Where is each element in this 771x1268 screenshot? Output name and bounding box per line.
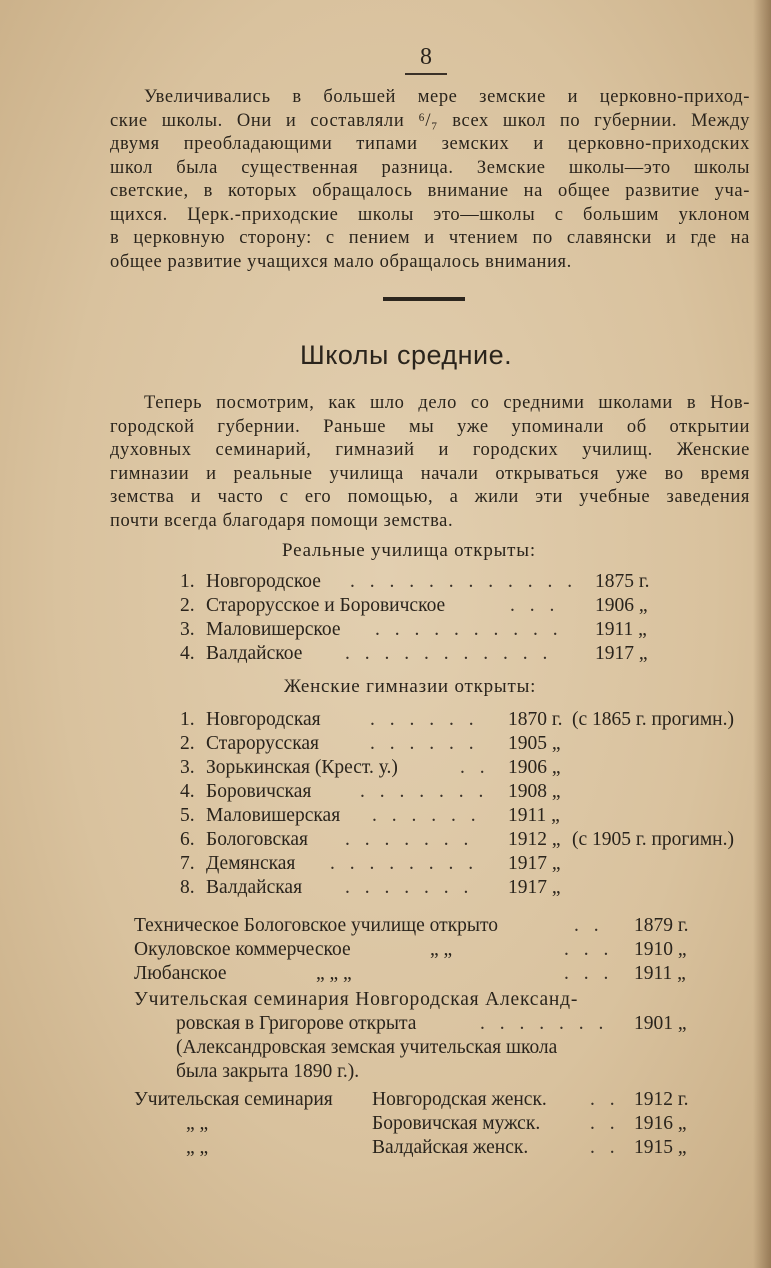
item-year: 1875 г. — [595, 571, 650, 592]
item-year: 1912 г. — [634, 1089, 689, 1110]
item-name: Бологовская — [206, 829, 308, 850]
item-leader: . . . . . . . — [345, 829, 474, 850]
item-year: 1879 г. — [634, 915, 689, 936]
item-leader: . . — [590, 1137, 620, 1158]
item-year: 1905 „ — [508, 733, 561, 754]
seminary-line — [134, 1060, 734, 1084]
text-line: общее развитие учащихся мало обращалось внимания. — [110, 251, 572, 272]
item-year: 1917 „ — [595, 643, 648, 664]
item-number: 8. — [180, 877, 195, 898]
item-number: 5. — [180, 805, 195, 826]
item-year: 1908 „ — [508, 781, 561, 802]
item-prefix: „ „ — [186, 1137, 209, 1158]
item-leader: . . . . . . . — [480, 1013, 609, 1034]
item-number: 3. — [180, 619, 195, 640]
text-line: земства и часто с его помощью, а жили эти учебные заведения — [110, 487, 750, 507]
item-leader: . . . — [510, 595, 560, 616]
page-number-underline — [405, 73, 447, 75]
female-gymnasiums-title: Женские гимназии открыты: — [284, 676, 537, 697]
list-item — [180, 642, 680, 666]
item-name: Старорусское и Боровичское — [206, 595, 446, 616]
item-prefix: „ „ — [186, 1113, 209, 1134]
item-text: была закрыта 1890 г.). — [176, 1061, 360, 1082]
item-name: Валдайская женск. — [372, 1137, 529, 1158]
list-item — [180, 804, 755, 828]
text-line: городской губернии. Раньше мы уже упоминали об открытии — [110, 416, 750, 437]
text-line: ские школы. Они и составляли ⁶/₇ всех школ по губернии. Между — [110, 110, 750, 131]
item-name: Старорусская — [206, 733, 320, 754]
item-leader: . . . . . . . — [360, 781, 489, 802]
item-year: 1901 „ — [634, 1013, 687, 1034]
item-text: Учительская семинария Новгородская Александ- — [134, 989, 579, 1010]
text-line: щихся. Церк.-приходские школы это—школы с большим уклоном — [110, 204, 750, 225]
item-year: 1912 „ — [508, 829, 561, 850]
item-leader: . . — [590, 1089, 620, 1110]
section-divider — [383, 297, 465, 301]
item-prefix: Учительская семинария — [134, 1089, 333, 1110]
item-leader: . . . . . . — [372, 805, 481, 826]
text-line: гимназии и реальные училища начали открываться уже во время — [110, 463, 750, 484]
list-item — [180, 780, 755, 804]
item-leader: . . — [590, 1113, 620, 1134]
item-leader: . . . . . . . . . . — [375, 619, 563, 640]
item-year: 1870 г. — [508, 709, 563, 730]
section-title: Школы средние. — [300, 340, 513, 370]
paragraph-primary-schools — [110, 86, 750, 274]
item-number: 1. — [180, 571, 195, 592]
item-number: 1. — [180, 709, 195, 730]
item-leader: . . . . . . . . — [330, 853, 479, 874]
list-item — [180, 618, 680, 642]
text-line: в церковную сторону: с пением и чтением по славянски и где на — [110, 228, 750, 248]
text-line: двумя преобладающими типами земских и церковно-приходских — [110, 134, 750, 154]
text-line: духовных семинарий, гимназий и городских училищ. Женские — [110, 440, 750, 460]
item-leader: . . . . . . . . . . . — [345, 643, 553, 664]
ditto-marks: „ „ — [430, 939, 453, 960]
list-item — [134, 1136, 734, 1160]
list-item — [180, 708, 755, 732]
text-line: школ была существенная разница. Земские школы—это школы — [110, 157, 750, 178]
real-schools-title: Реальные училища открыты: — [282, 540, 536, 561]
item-number: 7. — [180, 853, 195, 874]
text-line: Теперь посмотрим, как шло дело со средними школами в Нов- — [144, 393, 750, 413]
item-name: Валдайская — [206, 877, 303, 898]
item-number: 4. — [180, 781, 195, 802]
ditto-marks: „ „ „ — [316, 963, 352, 984]
item-name: Демянская — [206, 853, 296, 874]
list-item — [180, 594, 680, 618]
list-item — [180, 828, 755, 852]
item-year: 1910 „ — [634, 939, 687, 960]
list-item — [180, 852, 755, 876]
item-leader: . . — [460, 757, 490, 778]
list-item — [180, 876, 755, 900]
text-line: Увеличивались в большей мере земские и церковно-приход- — [144, 87, 750, 107]
page-edge-shadow — [753, 0, 771, 1268]
item-year: 1911 „ — [634, 963, 686, 984]
item-leader: . . . . . . — [370, 733, 479, 754]
list-item — [134, 914, 734, 938]
seminary-line — [134, 1036, 734, 1060]
item-year: 1911 „ — [508, 805, 560, 826]
item-number: 6. — [180, 829, 195, 850]
item-note: (с 1865 г. прогимн.) — [572, 709, 734, 730]
item-name: Маловишерская — [206, 805, 341, 826]
item-leader: . . . — [564, 963, 614, 984]
item-name: Окуловское коммерческое — [134, 939, 351, 960]
item-year: 1917 „ — [508, 877, 561, 898]
item-leader: . . . . . . — [370, 709, 479, 730]
list-item — [134, 962, 734, 986]
item-leader: . . — [574, 915, 604, 936]
item-name: Боровичская — [206, 781, 312, 802]
list-item — [134, 1088, 734, 1112]
item-name: ровская в Григорове открыта — [176, 1013, 417, 1034]
list-item — [134, 1112, 734, 1136]
item-number: 2. — [180, 595, 195, 616]
item-year: 1906 „ — [595, 595, 648, 616]
list-item — [134, 938, 734, 962]
list-item — [180, 570, 680, 594]
text-line: почти всегда благодаря помощи земства. — [110, 510, 454, 531]
item-number: 3. — [180, 757, 195, 778]
item-year: 1911 „ — [595, 619, 647, 640]
item-number: 4. — [180, 643, 195, 664]
seminary-line — [134, 988, 734, 1012]
list-item — [180, 732, 755, 756]
item-text: (Александровская земская учительская школа — [176, 1037, 558, 1058]
item-name: Маловишерское — [206, 619, 341, 640]
item-name: Зорькинская (Крест. у.) — [206, 757, 398, 778]
item-name: Новгородская — [206, 709, 321, 730]
item-name: Новгородское — [206, 571, 321, 592]
item-name: Валдайское — [206, 643, 303, 664]
item-name: Новгородская женск. — [372, 1089, 547, 1110]
item-name: Техническое Бологовское училище открыто — [134, 915, 499, 936]
item-leader: . . . . . . . — [345, 877, 474, 898]
paragraph-secondary-schools — [110, 392, 750, 533]
item-year: 1906 „ — [508, 757, 561, 778]
item-year: 1917 „ — [508, 853, 561, 874]
item-number: 2. — [180, 733, 195, 754]
item-name: Любанское — [134, 963, 227, 984]
item-leader: . . . . . . . . . . . . — [350, 571, 578, 592]
item-note: (с 1905 г. прогимн.) — [572, 829, 734, 850]
list-item — [180, 756, 755, 780]
item-leader: . . . — [564, 939, 614, 960]
list-item — [134, 1012, 734, 1036]
page-number: 8 — [420, 44, 432, 70]
item-year: 1916 „ — [634, 1113, 687, 1134]
text-line: светские, в которых обращалось внимание на общее развитие уча- — [110, 181, 750, 201]
item-year: 1915 „ — [634, 1137, 687, 1158]
item-name: Боровичская мужск. — [372, 1113, 541, 1134]
